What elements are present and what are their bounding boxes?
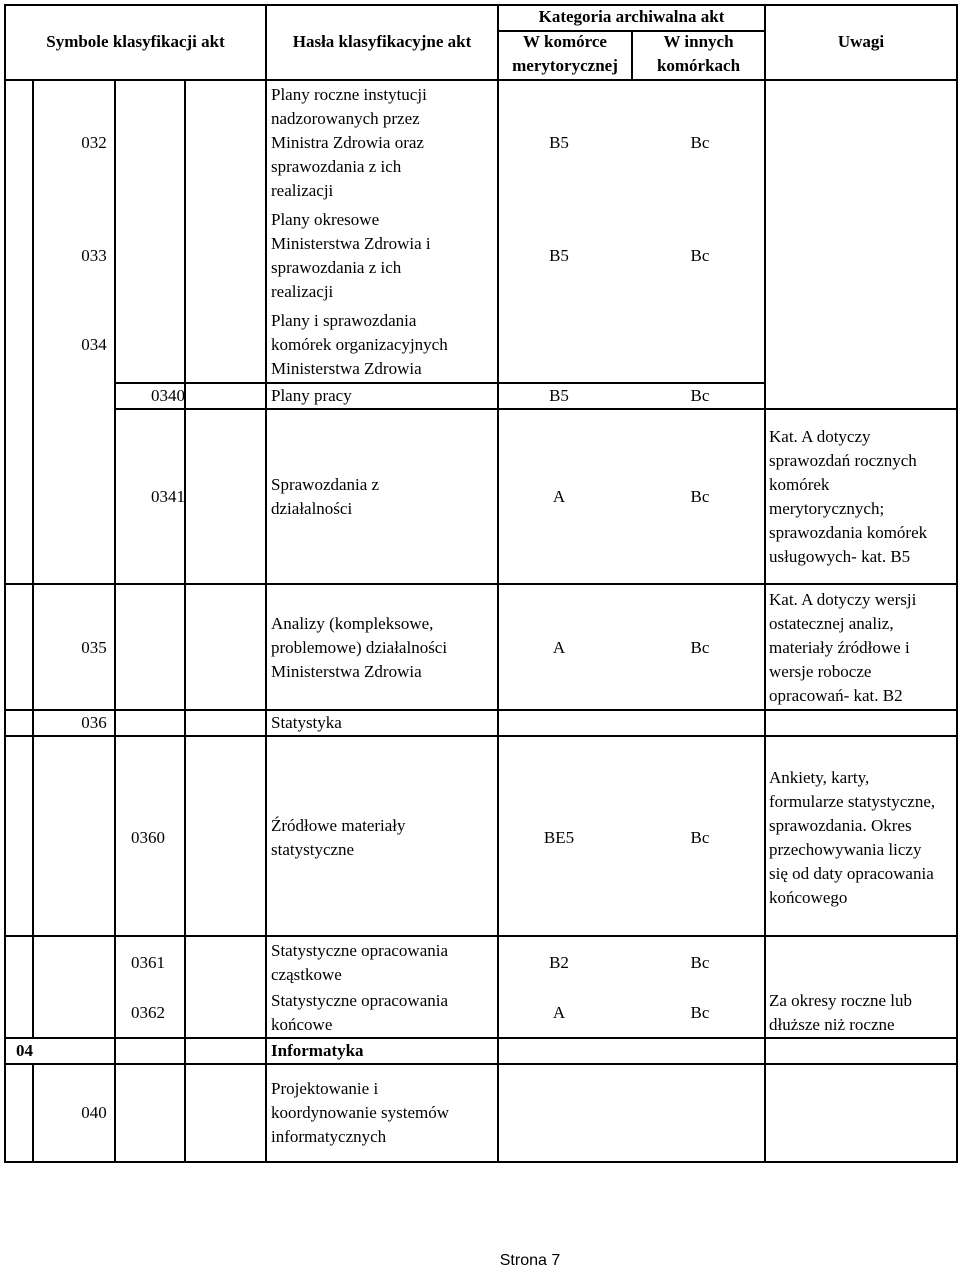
row-0360-symbol: 0360 [131,828,165,847]
row-0340-title: Plany pracy [271,386,352,405]
row-034-title-line1: Plany i sprawozdania [271,311,417,330]
row-0361-title-line1: Statystyczne opracowania [271,941,449,960]
row-0360-note-line5: się od daty opracowania [769,864,934,883]
row-035-cat2: Bc [690,638,710,657]
row-divider-035 [4,583,958,585]
row-033-title-line1: Plany okresowe [271,210,380,229]
row-divider-04b [4,1063,958,1065]
row-0341-title-line2: działalności [271,499,353,518]
row-0361-symbol: 0361 [131,953,165,972]
row-0361-title-line2: cząstkowe [271,965,342,984]
row-0362-symbol: 0362 [131,1003,165,1022]
row-0360-note-line4: przechowywania liczy [769,840,922,859]
header-notes: Uwagi [837,32,885,51]
row-034-title-line3: Ministerstwa Zdrowia [271,359,422,378]
row-032-cat2: Bc [690,133,710,152]
row-033-cat2: Bc [690,246,710,265]
row-0362-note-line1: Za okresy roczne lub [769,991,913,1010]
row-032-symbol: 032 [81,133,107,152]
page-number: Strona 7 [499,1252,561,1269]
row-0341-note-line1: Kat. A dotyczy [769,427,871,446]
row-035-note-line3: materiały źródłowe i [769,638,910,657]
row-033-title-line2: Ministerstwa Zdrowia i [271,234,431,253]
row-0362-cat2: Bc [690,1003,710,1022]
header-sub1-line2: merytorycznej [512,56,618,75]
row-0341-note-line6: usługowych- kat. B5 [769,547,911,566]
row-0360-note-line2: formularze statystyczne, [769,792,936,811]
row-040-title-line2: koordynowanie systemów [271,1103,450,1122]
row-035-note-line1: Kat. A dotyczy wersji [769,590,917,609]
row-040-title-line3: informatycznych [271,1127,387,1146]
table-border-top [4,4,958,6]
row-0360-title-line1: Źródłowe materiały [271,816,406,835]
row-034-symbol: 034 [81,335,107,354]
row-035-note-line5: opracowań- kat. B2 [769,686,903,705]
row-032-cat1: B5 [549,133,569,152]
header-keywords: Hasła klasyfikacyjne akt [292,32,472,51]
row-0360-title-line2: statystyczne [271,840,355,859]
row-divider-0361 [4,935,958,937]
row-036-symbol: 036 [81,713,107,732]
row-0341-note-line2: sprawozdań rocznych [769,451,917,470]
row-032-title-line4: sprawozdania z ich [271,157,402,176]
row-0340-cat2: Bc [690,386,710,405]
row-0341-cat2: Bc [690,487,710,506]
row-035-note-line4: wersje robocze [769,662,872,681]
row-035-cat1: A [552,638,566,657]
row-0340-symbol: 0340 [151,386,185,405]
row-032-title-line2: nadzorowanych przez [271,109,420,128]
row-0341-cat1: A [552,487,566,506]
symbol-sep-1 [32,79,34,1038]
header-category: Kategoria archiwalna akt [538,7,725,26]
row-035-title-line3: Ministerstwa Zdrowia [271,662,422,681]
row-0341-title-line1: Sprawozdania z [271,475,380,494]
row-035-note-line2: ostatecznej analiz, [769,614,894,633]
row-0341-note-line3: komórek [769,475,830,494]
row-0340-cat1: B5 [549,386,569,405]
row-033-symbol: 033 [81,246,107,265]
row-035-title-line2: problemowe) działalności [271,638,448,657]
row-0360-cat1: BE5 [543,828,575,847]
row-0362-title-line1: Statystyczne opracowania [271,991,449,1010]
row-0362-note-line2: dłuższe niż roczne [769,1015,895,1034]
header-divider [4,79,958,81]
header-sub2-line1: W innych [663,32,734,51]
row-032-title-line5: realizacji [271,181,334,200]
row-033-title-line4: realizacji [271,282,334,301]
row-0362-cat1: A [552,1003,566,1022]
row-0360-note-line3: sprawozdania. Okres [769,816,912,835]
row-033-title-line3: sprawozdania z ich [271,258,402,277]
row-0361-cat1: B2 [549,953,569,972]
row-0341-symbol: 0341 [151,487,185,506]
row-04-title: Informatyka [271,1041,364,1060]
row-0341-note-line5: sprawozdania komórek [769,523,928,542]
row-0362-title-line2: końcowe [271,1015,333,1034]
header-symbols: Symbole klasyfikacji akt [46,32,225,51]
row-040-title-line1: Projektowanie i [271,1079,379,1098]
header-sub1-line1: W komórce [523,32,607,51]
row-035-symbol: 035 [81,638,107,657]
row-04-symbol: 04 [16,1041,33,1060]
row-036-title: Statystyka [271,713,342,732]
row-033-cat1: B5 [549,246,569,265]
row-034-title-line2: komórek organizacyjnych [271,335,448,354]
row-035-title-line1: Analizy (kompleksowe, [271,614,434,633]
row-0341-note-line4: merytorycznych; [769,499,885,518]
header-sub2-line2: komórkach [656,56,741,75]
row-0360-note-line6: końcowego [769,888,848,907]
row-0360-cat2: Bc [690,828,710,847]
row-032-title-line3: Ministra Zdrowia oraz [271,133,424,152]
row-0361-cat2: Bc [690,953,710,972]
row-0360-note-line1: Ankiety, karty, [769,768,870,787]
row-032-title-line1: Plany roczne instytucji [271,85,427,104]
row-040-symbol: 040 [81,1103,107,1122]
table-border-bottom [4,1161,958,1163]
